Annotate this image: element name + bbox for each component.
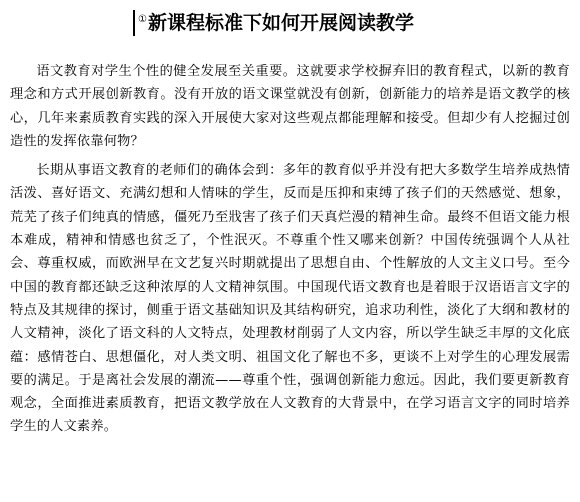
paragraph-2: 长期从事语文教育的老师们的确体会到：多年的教育似乎并没有把大多数学生培养成热情活泼、喜好语文、充满幻想和人情味的学生，反而是压抑和束缚了孩子们的天然感觉、想象，荒芜了孩子们纯真的情感，僵死乃至戕害了孩子们天真烂漫的精神生命。最终不但语文能力根本难成，精神和情感也贫乏了，个性泯灭。不尊重个性又哪来创新？中国传统强调个人从社会、尊重权威，而欧洲早在文艺复兴时期就提出了思想自由、个性解放的人文主义口号。至今中国的教育都还缺乏这种浓厚的人文精神氛围。中国现代语文教育也是着眼于汉语语言文字的特点及其规律的探讨，侧重于语文基础知识及其结构研究，追求功利性，淡化了大纲和教材的人文精神，淡化了语文科的人文特点，处理教材削弱了人文内容，所以学生缺乏丰厚的文化底蕴：感情苍白、思想僵化，对人类文明、祖国文化了解也不多，更谈不上对学生的心理发展需要的满足。于是离社会发展的潮流——尊重个性，强调创新能力愈远。因此，我们要更新教育观念，全面推进素质教育，把语文教学放在人文教育的大背景中，在学习语言文字的同时培养学生的人文素养。	[10, 163, 570, 435]
document-title-text: 新课程标准下如何开展阅读教学	[147, 12, 414, 34]
text-cursor	[133, 10, 135, 36]
paragraph-1: 语文教育对学生个性的健全发展至关重要。这就要求学校摒弃旧的教育程式，以新的教育理念和方式开展创新教育。没有开放的语文课堂就没有创新，创新能力的培养是语文教学的核心，几年来素质教育实践的深入开展使大家对这些观点都能理解和接受。但却少有人挖掘过创造性的发挥依靠何物？	[10, 64, 570, 149]
document-title	[138, 9, 414, 41]
footnote-marker: ①	[138, 14, 147, 25]
document-body	[10, 60, 570, 445]
